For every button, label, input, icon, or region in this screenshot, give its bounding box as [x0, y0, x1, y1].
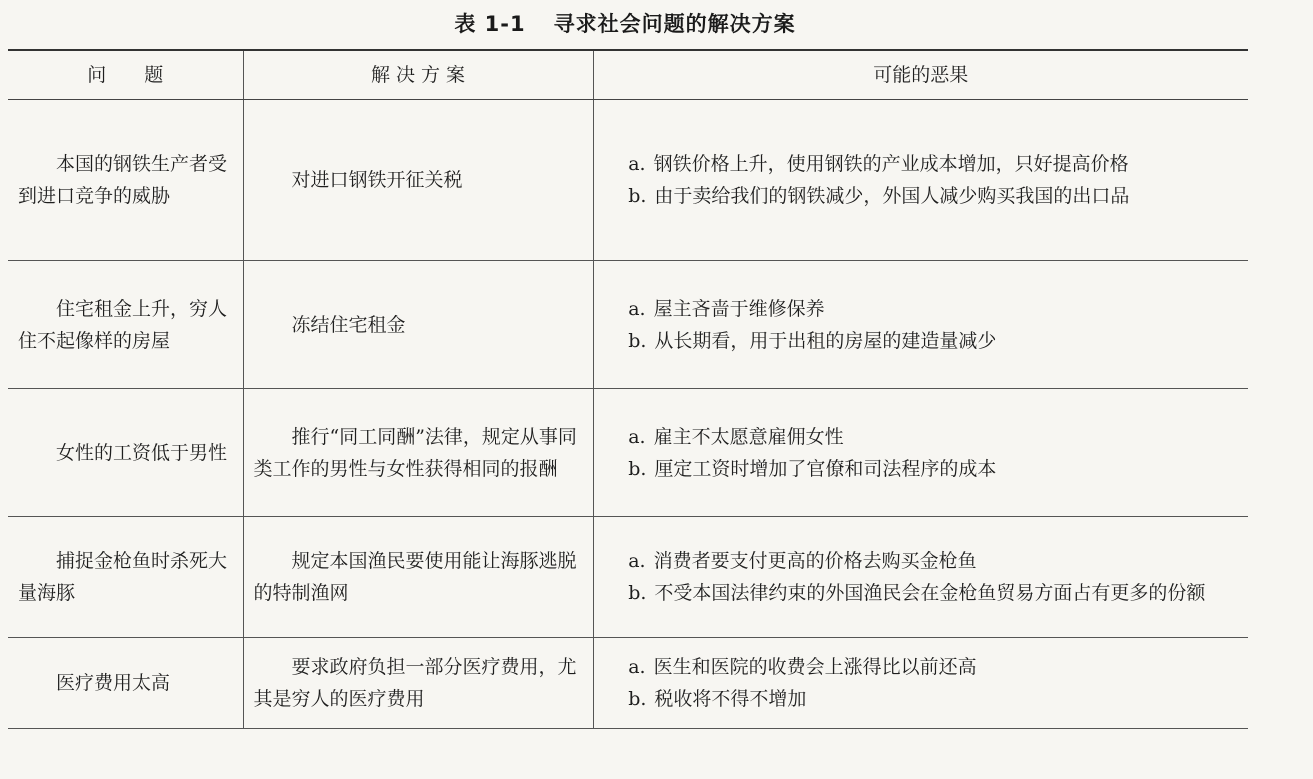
table-row: [8, 389, 1248, 517]
evil-label: b.: [628, 185, 647, 207]
evil-item: [604, 577, 1241, 609]
solution-cell: 规定本国渔民要使用能让海豚逃脱的特制渔网: [243, 517, 593, 638]
evils-cell: [593, 638, 1248, 729]
problem-cell: 住宅租金上升，穷人住不起像样的房屋: [8, 261, 243, 389]
header-evils: 可能的恶果: [593, 50, 1248, 100]
problem-cell: 本国的钢铁生产者受到进口竞争的威胁: [8, 100, 243, 261]
evil-label: b.: [628, 688, 647, 710]
header-row: [8, 50, 1248, 100]
evil-text: 从长期看，用于出租的房屋的建造量减少: [654, 329, 997, 352]
table-title: 寻求社会问题的解决方案: [553, 12, 796, 36]
table-caption: [0, 8, 1250, 38]
evil-item: [604, 180, 1241, 212]
evils-cell: [593, 100, 1248, 261]
solution-cell: 对进口钢铁开征关税: [243, 100, 593, 261]
table-row: [8, 638, 1248, 729]
evil-item: [604, 148, 1241, 180]
evil-label: a.: [628, 425, 646, 448]
evil-label: a.: [628, 656, 646, 678]
evils-cell: [593, 389, 1248, 517]
evil-item: [604, 325, 1241, 357]
problem-cell: 捕捉金枪鱼时杀死大量海豚: [8, 517, 243, 638]
evil-label: b.: [628, 582, 647, 604]
table-row: [8, 517, 1248, 638]
evil-text: 屋主吝啬于维修保养: [653, 297, 825, 320]
evil-text: 不受本国法律约束的外国渔民会在金枪鱼贸易方面占有更多的份额: [654, 582, 1206, 604]
evil-item: [604, 293, 1241, 325]
evil-item: [604, 453, 1241, 485]
evil-label: b.: [628, 457, 647, 480]
evils-cell: [593, 261, 1248, 389]
evil-text: 医生和医院的收费会上涨得比以前还高: [653, 656, 977, 678]
solution-cell: 推行“同工同酬”法律，规定从事同类工作的男性与女性获得相同的报酬: [243, 389, 593, 517]
header-solution: 解 决 方 案: [243, 50, 593, 100]
table-row: [8, 261, 1248, 389]
evil-item: [604, 683, 1241, 715]
evil-item: [604, 545, 1241, 577]
table-row: [8, 100, 1248, 261]
evils-cell: [593, 517, 1248, 638]
evil-label: a.: [628, 297, 646, 320]
solutions-table: [8, 49, 1248, 729]
evil-text: 消费者要支付更高的价格去购买金枪鱼: [653, 550, 977, 572]
evil-text: 钢铁价格上升，使用钢铁的产业成本增加，只好提高价格: [653, 153, 1129, 175]
header-problem: 问 题: [8, 50, 243, 100]
evil-label: b.: [628, 329, 647, 352]
table-number: 表 1-1: [454, 12, 526, 36]
problem-cell: 医疗费用太高: [8, 638, 243, 729]
evil-text: 厘定工资时增加了官僚和司法程序的成本: [654, 457, 997, 480]
evil-item: [604, 421, 1241, 453]
evil-text: 由于卖给我们的钢铁减少，外国人减少购买我国的出口品: [654, 185, 1130, 207]
solution-cell: 冻结住宅租金: [243, 261, 593, 389]
solution-cell: 要求政府负担一部分医疗费用，尤其是穷人的医疗费用: [243, 638, 593, 729]
evil-label: a.: [628, 153, 646, 175]
problem-cell: 女性的工资低于男性: [8, 389, 243, 517]
evil-label: a.: [628, 550, 646, 572]
evil-item: [604, 651, 1241, 683]
evil-text: 税收将不得不增加: [654, 688, 807, 710]
evil-text: 雇主不太愿意雇佣女性: [653, 425, 844, 448]
